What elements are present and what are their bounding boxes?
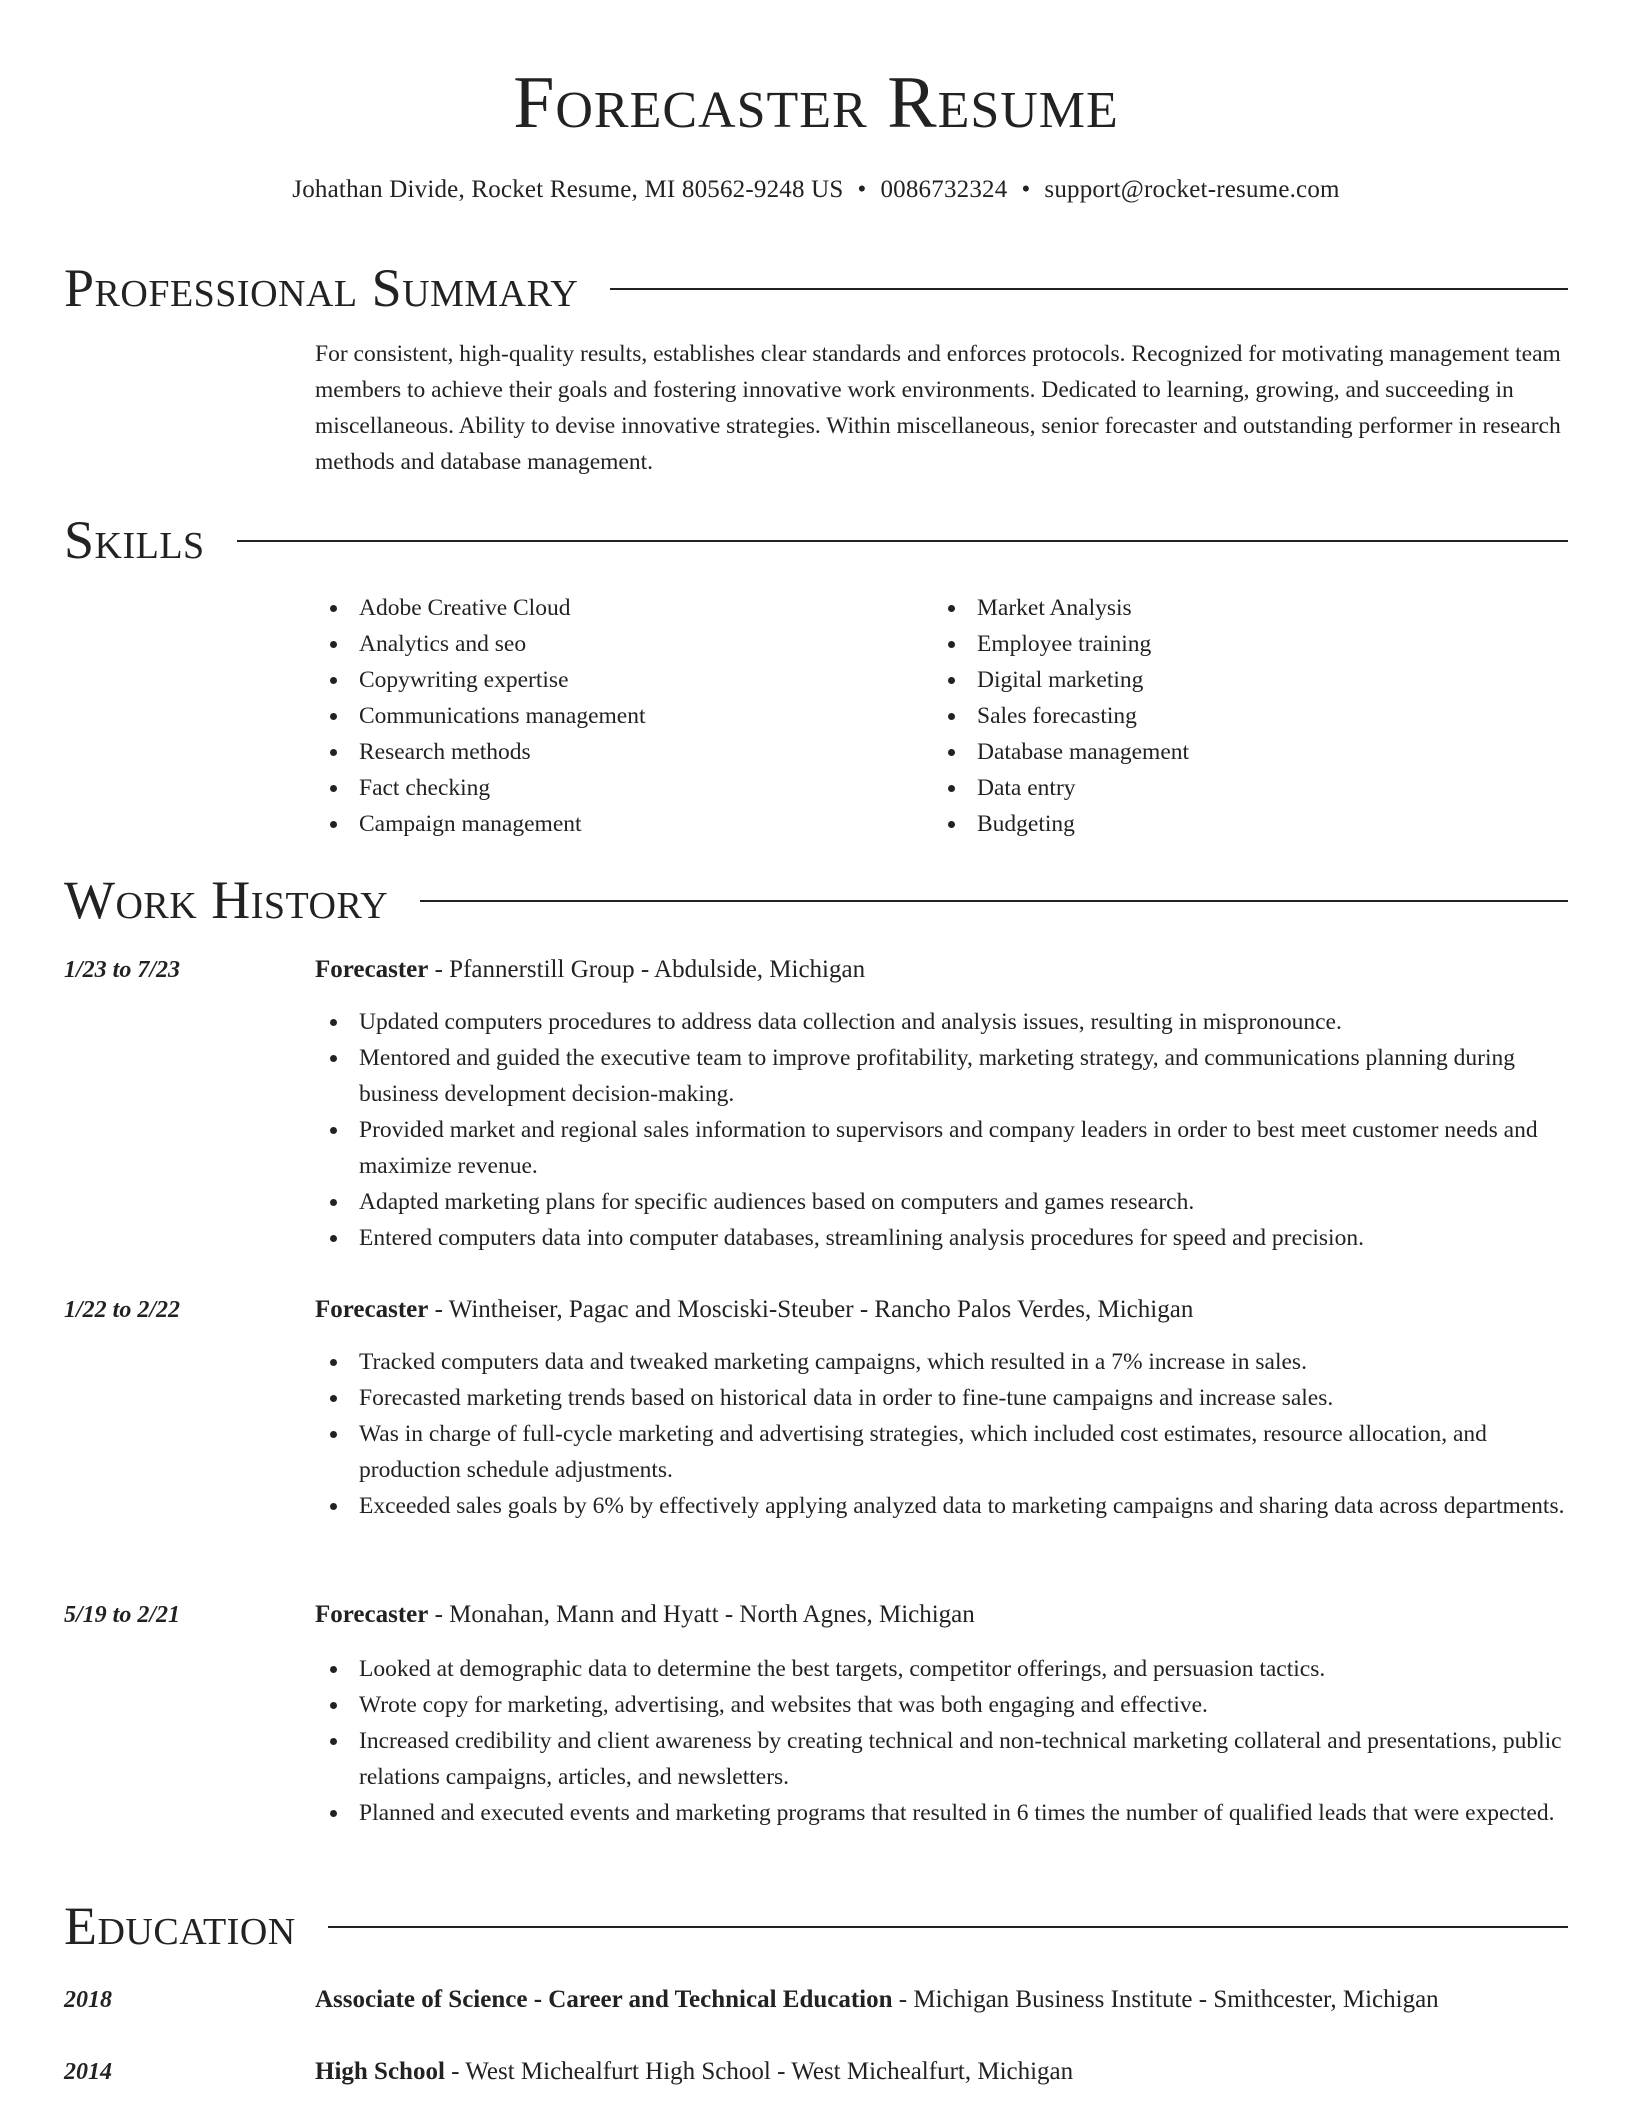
- job-dates: 5/19 to 2/21: [64, 1602, 181, 1628]
- skills-section-title: Skills: [64, 510, 205, 570]
- skill-item: Research methods: [315, 734, 933, 770]
- skills-column-left: [315, 590, 933, 842]
- education-details: - Michigan Business Institute - Smithcester, Michigan: [892, 1986, 1439, 2013]
- education-degree: Associate of Science - Career and Technical Education: [315, 1986, 893, 2013]
- job-bullets: [315, 1651, 1568, 1831]
- contact-phone: 0086732324: [880, 176, 1008, 203]
- skill-item: Communications management: [315, 698, 933, 734]
- skill-item: Market Analysis: [933, 590, 1551, 626]
- job-bullet: Looked at demographic data to determine the best targets, competitor offerings, and persuasion tactics.: [315, 1651, 1568, 1687]
- education-details: - West Michealfurt High School - West Michealfurt, Michigan: [444, 2058, 1074, 2085]
- education-section-title: Education: [64, 1896, 296, 1956]
- skill-item: Employee training: [933, 626, 1551, 662]
- education-year: 2018: [64, 1987, 112, 2013]
- job-bullets: [315, 1344, 1568, 1524]
- job-details: - Monahan, Mann and Hyatt - North Agnes, Michigan: [428, 1601, 975, 1628]
- job-heading: [315, 1292, 1568, 1328]
- skill-item: Digital marketing: [933, 662, 1551, 698]
- job-heading: [315, 952, 1568, 988]
- job-bullet: Adapted marketing plans for specific audiences based on computers and games research.: [315, 1184, 1568, 1220]
- job-bullet: Updated computers procedures to address data collection and analysis issues, resulting in mispronounce.: [315, 1004, 1568, 1040]
- contact-line: [0, 173, 1632, 207]
- section-divider: [420, 900, 1568, 902]
- job-bullets: [315, 1004, 1568, 1256]
- skill-item: Data entry: [933, 770, 1551, 806]
- skill-item: Database management: [933, 734, 1551, 770]
- work-section-heading: [64, 870, 1568, 930]
- skill-item: Fact checking: [315, 770, 933, 806]
- skill-item: Sales forecasting: [933, 698, 1551, 734]
- job-bullet: Wrote copy for marketing, advertising, and websites that was both engaging and effective.: [315, 1687, 1568, 1723]
- job-role: Forecaster: [315, 956, 429, 983]
- skill-item: Copywriting expertise: [315, 662, 933, 698]
- contact-email[interactable]: support@rocket-resume.com: [1044, 176, 1340, 203]
- contact-separator: •: [857, 176, 867, 203]
- summary-section-title: Professional Summary: [64, 258, 579, 318]
- job-role: Forecaster: [315, 1296, 429, 1323]
- job-bullet: Provided market and regional sales information to supervisors and company leaders in order to best meet customer needs and maximize revenue.: [315, 1112, 1568, 1184]
- skill-item: Adobe Creative Cloud: [315, 590, 933, 626]
- section-divider: [328, 1926, 1568, 1928]
- section-divider: [237, 540, 1568, 542]
- work-section-title: Work History: [64, 870, 389, 930]
- education-heading: [315, 2054, 1568, 2090]
- resume-title: Forecaster Resume: [513, 62, 1119, 144]
- summary-text: For consistent, high-quality results, establishes clear standards and enforces protocols. Recognized for motivating management team members to achieve their goals and fostering innovative work environments. Dedicated to learning, growing, and succeeding in miscellaneous. Ability to devise innovative strategies. Within miscellaneous, senior forecaster and outstanding performer in research methods and database management.: [315, 341, 1561, 475]
- job-heading: [315, 1597, 1568, 1633]
- job-details: - Pfannerstill Group - Abdulside, Michigan: [428, 956, 866, 983]
- skills-section-heading: [64, 510, 1568, 570]
- job-bullet: Planned and executed events and marketing programs that resulted in 6 times the number of qualified leads that were expected.: [315, 1795, 1568, 1831]
- job-bullet: Was in charge of full-cycle marketing and advertising strategies, which included cost estimates, resource allocation, and production schedule adjustments.: [315, 1416, 1568, 1488]
- skill-item: Analytics and seo: [315, 626, 933, 662]
- job-dates: 1/23 to 7/23: [64, 957, 181, 983]
- skill-item: Budgeting: [933, 806, 1551, 842]
- job-bullet: Tracked computers data and tweaked marketing campaigns, which resulted in a 7% increase in sales.: [315, 1344, 1568, 1380]
- education-degree: High School: [315, 2058, 445, 2085]
- job-details: - Wintheiser, Pagac and Mosciski-Steuber - Rancho Palos Verdes, Michigan: [428, 1296, 1194, 1323]
- job-bullet: Entered computers data into computer databases, streamlining analysis procedures for speed and precision.: [315, 1220, 1568, 1256]
- job-bullet: Mentored and guided the executive team to improve profitability, marketing strategy, and communications planning during business development decision-making.: [315, 1040, 1568, 1112]
- job-role: Forecaster: [315, 1601, 429, 1628]
- education-section-heading: [64, 1896, 1568, 1956]
- summary-block: [315, 336, 1568, 480]
- job-bullet: Increased credibility and client awareness by creating technical and non-technical marketing collateral and presentations, public relations campaigns, articles, and newsletters.: [315, 1723, 1568, 1795]
- education-year: 2014: [64, 2059, 112, 2085]
- contact-separator: •: [1021, 176, 1031, 203]
- summary-section-heading: [64, 258, 1568, 318]
- section-divider: [610, 288, 1568, 290]
- skills-block: [315, 590, 1568, 842]
- education-heading: [315, 1982, 1568, 2018]
- job-bullet: Exceeded sales goals by 6% by effectively applying analyzed data to marketing campaigns and sharing data across departments.: [315, 1488, 1568, 1524]
- job-bullet: Forecasted marketing trends based on historical data in order to fine-tune campaigns and increase sales.: [315, 1380, 1568, 1416]
- skills-column-right: [933, 590, 1551, 842]
- job-dates: 1/22 to 2/22: [64, 1297, 181, 1323]
- skill-item: Campaign management: [315, 806, 933, 842]
- contact-address: Johathan Divide, Rocket Resume, MI 80562-9248 US: [292, 176, 844, 203]
